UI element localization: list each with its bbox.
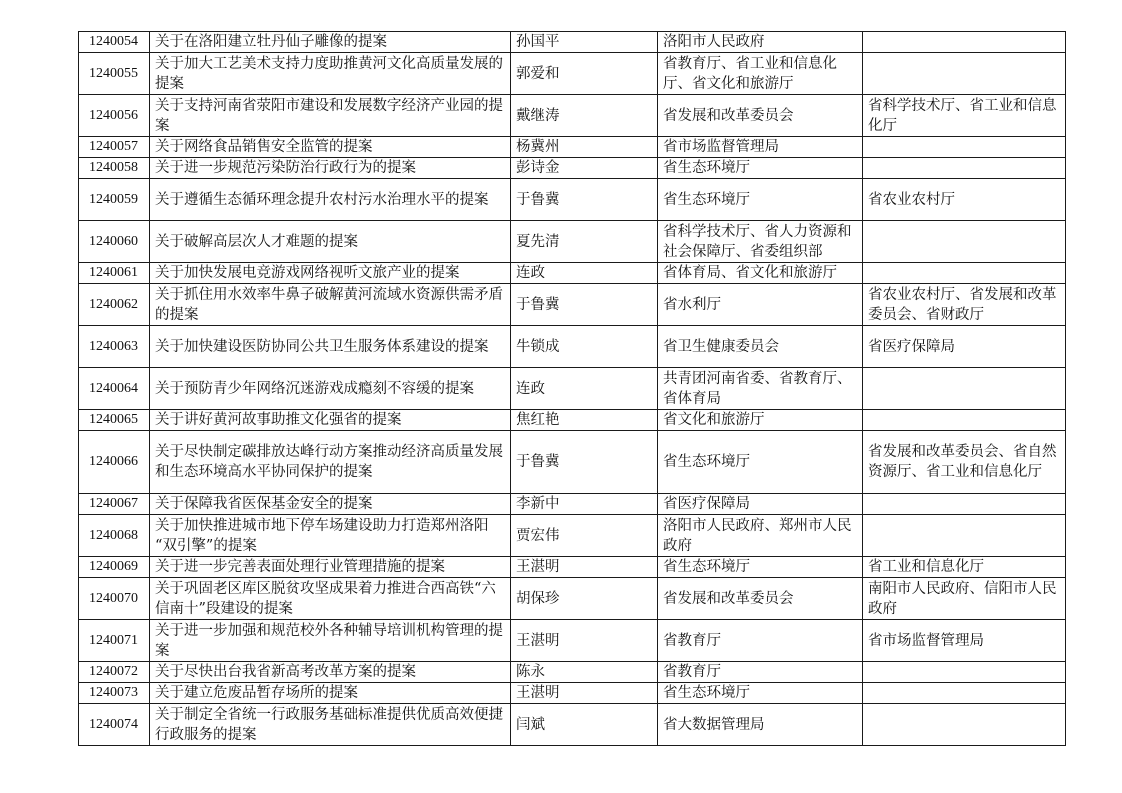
proposal-id-cell: 1240062 xyxy=(79,284,150,326)
host-unit-cell: 省生态环境厅 xyxy=(658,431,863,494)
proposer-cell: 于鲁冀 xyxy=(511,284,658,326)
host-unit-cell: 省教育厅、省工业和信息化厅、省文化和旅游厅 xyxy=(658,53,863,95)
proposer-cell: 胡保珍 xyxy=(511,578,658,620)
assist-unit-cell: 省工业和信息化厅 xyxy=(863,557,1066,578)
assist-unit-cell xyxy=(863,494,1066,515)
proposal-title-cell: 关于巩固老区库区脱贫攻坚成果着力推进合西高铁“六信南十”段建设的提案 xyxy=(150,578,511,620)
table-row xyxy=(79,284,1066,326)
proposal-id-cell: 1240068 xyxy=(79,515,150,557)
proposal-id-cell: 1240067 xyxy=(79,494,150,515)
host-unit-cell: 省文化和旅游厅 xyxy=(658,410,863,431)
host-unit-cell: 省大数据管理局 xyxy=(658,704,863,746)
proposal-id-cell: 1240071 xyxy=(79,620,150,662)
proposal-title-cell: 关于预防青少年网络沉迷游戏成瘾刻不容缓的提案 xyxy=(150,368,511,410)
assist-unit-cell xyxy=(863,158,1066,179)
host-unit-cell: 省生态环境厅 xyxy=(658,158,863,179)
table-row xyxy=(79,95,1066,137)
host-unit-cell: 省生态环境厅 xyxy=(658,683,863,704)
assist-unit-cell xyxy=(863,137,1066,158)
proposal-id-cell: 1240070 xyxy=(79,578,150,620)
table-row xyxy=(79,137,1066,158)
proposal-title-cell: 关于进一步规范污染防治行政行为的提案 xyxy=(150,158,511,179)
proposer-cell: 王湛明 xyxy=(511,557,658,578)
host-unit-cell: 省教育厅 xyxy=(658,662,863,683)
proposal-id-cell: 1240074 xyxy=(79,704,150,746)
assist-unit-cell xyxy=(863,515,1066,557)
host-unit-cell: 洛阳市人民政府、郑州市人民政府 xyxy=(658,515,863,557)
assist-unit-cell xyxy=(863,410,1066,431)
table-row xyxy=(79,704,1066,746)
table-row xyxy=(79,326,1066,368)
proposer-cell: 杨冀州 xyxy=(511,137,658,158)
assist-unit-cell: 省农业农村厅 xyxy=(863,179,1066,221)
proposal-id-cell: 1240061 xyxy=(79,263,150,284)
table-row xyxy=(79,410,1066,431)
proposal-id-cell: 1240066 xyxy=(79,431,150,494)
table-row xyxy=(79,221,1066,263)
table-row xyxy=(79,494,1066,515)
proposal-title-cell: 关于破解高层次人才难题的提案 xyxy=(150,221,511,263)
proposer-cell: 连政 xyxy=(511,368,658,410)
proposal-id-cell: 1240056 xyxy=(79,95,150,137)
table-row xyxy=(79,662,1066,683)
proposal-title-cell: 关于抓住用水效率牛鼻子破解黄河流域水资源供需矛盾的提案 xyxy=(150,284,511,326)
proposals-table xyxy=(78,31,1066,746)
proposer-cell: 王湛明 xyxy=(511,683,658,704)
proposal-title-cell: 关于支持河南省荥阳市建设和发展数字经济产业园的提案 xyxy=(150,95,511,137)
proposal-id-cell: 1240063 xyxy=(79,326,150,368)
proposal-id-cell: 1240055 xyxy=(79,53,150,95)
proposal-id-cell: 1240060 xyxy=(79,221,150,263)
assist-unit-cell: 省科学技术厅、省工业和信息化厅 xyxy=(863,95,1066,137)
proposal-title-cell: 关于进一步完善表面处理行业管理措施的提案 xyxy=(150,557,511,578)
proposal-title-cell: 关于制定全省统一行政服务基础标准提供优质高效便捷行政服务的提案 xyxy=(150,704,511,746)
host-unit-cell: 省水利厅 xyxy=(658,284,863,326)
table-row xyxy=(79,179,1066,221)
proposal-title-cell: 关于保障我省医保基金安全的提案 xyxy=(150,494,511,515)
assist-unit-cell xyxy=(863,263,1066,284)
host-unit-cell: 洛阳市人民政府 xyxy=(658,32,863,53)
proposer-cell: 彭诗金 xyxy=(511,158,658,179)
assist-unit-cell xyxy=(863,368,1066,410)
proposal-title-cell: 关于讲好黄河故事助推文化强省的提案 xyxy=(150,410,511,431)
host-unit-cell: 省发展和改革委员会 xyxy=(658,578,863,620)
host-unit-cell: 省医疗保障局 xyxy=(658,494,863,515)
assist-unit-cell: 省市场监督管理局 xyxy=(863,620,1066,662)
proposal-id-cell: 1240069 xyxy=(79,557,150,578)
proposal-title-cell: 关于尽快制定碳排放达峰行动方案推动经济高质量发展和生态环境高水平协同保护的提案 xyxy=(150,431,511,494)
proposal-id-cell: 1240054 xyxy=(79,32,150,53)
proposal-id-cell: 1240072 xyxy=(79,662,150,683)
host-unit-cell: 共青团河南省委、省教育厅、省体育局 xyxy=(658,368,863,410)
proposer-cell: 孙国平 xyxy=(511,32,658,53)
proposal-title-cell: 关于在洛阳建立牡丹仙子雕像的提案 xyxy=(150,32,511,53)
proposal-id-cell: 1240058 xyxy=(79,158,150,179)
table-row xyxy=(79,683,1066,704)
assist-unit-cell: 南阳市人民政府、信阳市人民政府 xyxy=(863,578,1066,620)
proposer-cell: 王湛明 xyxy=(511,620,658,662)
host-unit-cell: 省发展和改革委员会 xyxy=(658,95,863,137)
proposal-title-cell: 关于尽快出台我省新高考改革方案的提案 xyxy=(150,662,511,683)
proposer-cell: 夏先清 xyxy=(511,221,658,263)
proposer-cell: 郭爱和 xyxy=(511,53,658,95)
proposer-cell: 李新中 xyxy=(511,494,658,515)
table-row xyxy=(79,32,1066,53)
assist-unit-cell xyxy=(863,683,1066,704)
proposal-title-cell: 关于加快建设医防协同公共卫生服务体系建设的提案 xyxy=(150,326,511,368)
assist-unit-cell xyxy=(863,662,1066,683)
table-row xyxy=(79,515,1066,557)
host-unit-cell: 省生态环境厅 xyxy=(658,557,863,578)
proposal-title-cell: 关于建立危废品暂存场所的提案 xyxy=(150,683,511,704)
proposal-title-cell: 关于进一步加强和规范校外各种辅导培训机构管理的提案 xyxy=(150,620,511,662)
assist-unit-cell: 省医疗保障局 xyxy=(863,326,1066,368)
table-row xyxy=(79,431,1066,494)
proposal-id-cell: 1240065 xyxy=(79,410,150,431)
host-unit-cell: 省教育厅 xyxy=(658,620,863,662)
assist-unit-cell xyxy=(863,53,1066,95)
proposer-cell: 连政 xyxy=(511,263,658,284)
host-unit-cell: 省体育局、省文化和旅游厅 xyxy=(658,263,863,284)
proposer-cell: 焦红艳 xyxy=(511,410,658,431)
proposer-cell: 牛锁成 xyxy=(511,326,658,368)
host-unit-cell: 省科学技术厅、省人力资源和社会保障厅、省委组织部 xyxy=(658,221,863,263)
proposal-id-cell: 1240073 xyxy=(79,683,150,704)
proposer-cell: 戴继涛 xyxy=(511,95,658,137)
proposer-cell: 陈永 xyxy=(511,662,658,683)
table-row xyxy=(79,368,1066,410)
table-row xyxy=(79,557,1066,578)
table-row xyxy=(79,53,1066,95)
assist-unit-cell xyxy=(863,32,1066,53)
proposal-title-cell: 关于加快推进城市地下停车场建设助力打造郑州洛阳 “双引擎”的提案 xyxy=(150,515,511,557)
host-unit-cell: 省生态环境厅 xyxy=(658,179,863,221)
proposer-cell: 于鲁冀 xyxy=(511,179,658,221)
host-unit-cell: 省卫生健康委员会 xyxy=(658,326,863,368)
assist-unit-cell xyxy=(863,221,1066,263)
proposal-title-cell: 关于遵循生态循环理念提升农村污水治理水平的提案 xyxy=(150,179,511,221)
proposal-title-cell: 关于网络食品销售安全监管的提案 xyxy=(150,137,511,158)
proposal-id-cell: 1240057 xyxy=(79,137,150,158)
proposer-cell: 贾宏伟 xyxy=(511,515,658,557)
proposal-id-cell: 1240064 xyxy=(79,368,150,410)
host-unit-cell: 省市场监督管理局 xyxy=(658,137,863,158)
table-row xyxy=(79,263,1066,284)
proposer-cell: 闫斌 xyxy=(511,704,658,746)
proposal-title-cell: 关于加快发展电竞游戏网络视听文旅产业的提案 xyxy=(150,263,511,284)
table-row xyxy=(79,578,1066,620)
assist-unit-cell xyxy=(863,704,1066,746)
proposer-cell: 于鲁冀 xyxy=(511,431,658,494)
table-row xyxy=(79,158,1066,179)
table-row xyxy=(79,620,1066,662)
proposal-title-cell: 关于加大工艺美术支持力度助推黄河文化高质量发展的提案 xyxy=(150,53,511,95)
proposal-id-cell: 1240059 xyxy=(79,179,150,221)
table-body xyxy=(79,32,1066,746)
assist-unit-cell: 省农业农村厅、省发展和改革委员会、省财政厅 xyxy=(863,284,1066,326)
assist-unit-cell: 省发展和改革委员会、省自然资源厅、省工业和信息化厅 xyxy=(863,431,1066,494)
